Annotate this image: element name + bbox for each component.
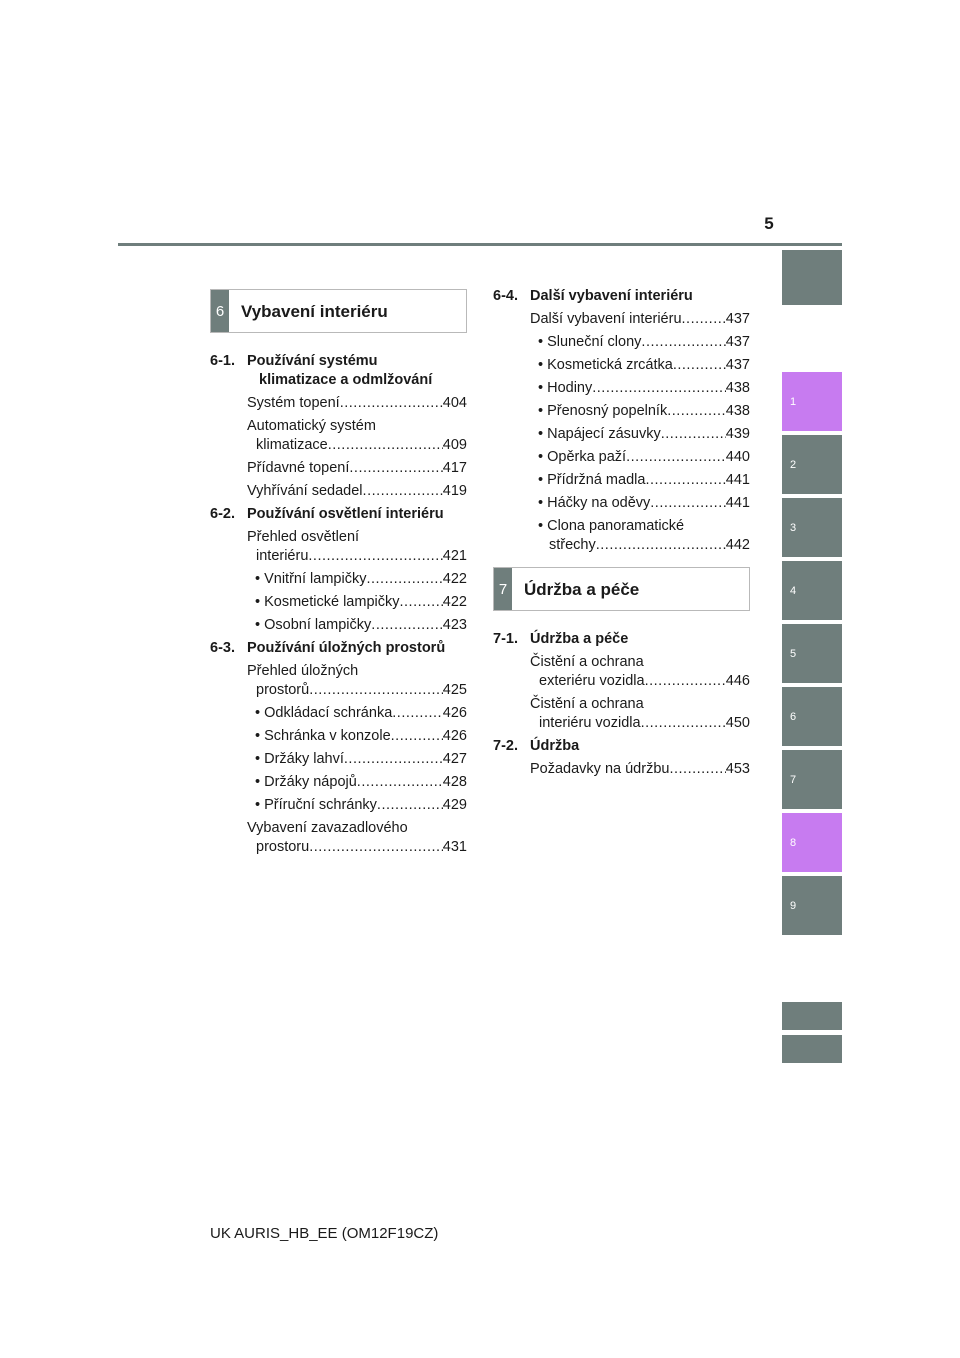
toc-subentry[interactable]: • Opěrka paží ..... 440 (538, 448, 750, 467)
toc-entry[interactable]: Přídavné topení ..... 417 (247, 459, 467, 478)
footer-model-code: UK AURIS_HB_EE (OM12F19CZ) (210, 1225, 439, 1242)
thumb-tab-9[interactable]: 9 (782, 876, 842, 935)
toc-subentry[interactable]: střechy ..... 442 (549, 536, 750, 555)
thumb-tab-6[interactable]: 6 (782, 687, 842, 746)
thumb-tab-blank-top (782, 250, 842, 305)
chapter-6-header (210, 289, 467, 333)
toc-entry[interactable]: prostorů ..... 425 (256, 681, 467, 700)
chapter-number: 7 (494, 568, 512, 610)
toc-subentry[interactable]: • Kosmetická zrcátka ..... 437 (538, 356, 750, 375)
toc-entry[interactable]: Další vybavení interiéru ..... 437 (530, 310, 750, 329)
toc-column-left (210, 289, 467, 857)
toc-subentry[interactable]: • Háčky na oděvy ..... 441 (538, 494, 750, 513)
thumb-tab-7[interactable]: 7 (782, 750, 842, 809)
toc-entry[interactable]: interiéru vozidla ..... 450 (539, 714, 750, 733)
thumb-tab-8[interactable]: 8 (782, 813, 842, 872)
toc-subentry[interactable]: • Hodiny ..... 438 (538, 379, 750, 398)
toc-entry-line: Automatický systém (247, 418, 376, 434)
toc-entry[interactable]: Vyhřívání sedadel ..... 419 (247, 482, 467, 501)
section-7-1[interactable]: 7-1. Údržba a péče (493, 631, 629, 647)
toc-entry-line: Vybavení zavazadlového (247, 820, 408, 836)
chapter-number: 6 (211, 290, 229, 332)
toc-entry[interactable]: Systém topení ..... 404 (247, 394, 467, 413)
toc-entry[interactable]: Požadavky na údržbu ..... 453 (530, 760, 750, 779)
toc-subentry[interactable]: • Držáky nápojů ..... 428 (255, 773, 467, 792)
chapter-7-header (493, 567, 750, 611)
toc-column-right (493, 289, 750, 779)
toc-subentry[interactable]: • Držáky lahví ..... 427 (255, 750, 467, 769)
thumb-tab-blank-b (782, 1035, 842, 1063)
toc-subentry[interactable]: • Vnitřní lampičky ..... 422 (255, 570, 467, 589)
thumb-tab-1[interactable]: 1 (782, 372, 842, 431)
section-7-2[interactable]: 7-2. Údržba (493, 738, 580, 754)
toc-subentry[interactable]: • Sluneční clony ..... 437 (538, 333, 750, 352)
toc-subentry[interactable]: • Příruční schránky ..... 429 (255, 796, 467, 815)
chapter-title: Údržba a péče (524, 579, 640, 599)
thumb-tab-blank-a (782, 1002, 842, 1030)
thumb-tab-4[interactable]: 4 (782, 561, 842, 620)
toc-subentry[interactable]: • Přídržná madla ..... 441 (538, 471, 750, 490)
toc-entry[interactable]: interiéru ..... 421 (256, 547, 467, 566)
toc-entry-line: Čistění a ochrana (530, 696, 644, 712)
section-6-2[interactable]: 6-2. Používání osvětlení interiéru (210, 506, 444, 522)
toc-subentry[interactable]: • Přenosný popelník ..... 438 (538, 402, 750, 421)
thumb-tab-5[interactable]: 5 (782, 624, 842, 683)
section-6-1[interactable]: 6-1. Používání systému klimatizace a odmlžování (210, 353, 433, 388)
toc-subentry[interactable]: • Odkládací schránka ..... 426 (255, 704, 467, 723)
page-number: 5 (764, 214, 774, 233)
toc-entry-line: Přehled úložných (247, 663, 359, 679)
section-6-4[interactable]: 6-4. Další vybavení interiéru (493, 288, 693, 304)
header-rule (118, 243, 842, 246)
toc-entry[interactable]: klimatizace ..... 409 (256, 436, 467, 455)
toc-subentry[interactable]: • Napájecí zásuvky ..... 439 (538, 425, 750, 444)
toc-entry-line: Přehled osvětlení (247, 529, 360, 545)
toc-entry[interactable]: prostoru ..... 431 (256, 838, 467, 857)
toc-subentry[interactable]: • Schránka v konzole ..... 426 (255, 727, 467, 746)
toc-entry[interactable]: exteriéru vozidla ..... 446 (539, 672, 750, 691)
toc-entry-line: Čistění a ochrana (530, 654, 644, 670)
chapter-title: Vybavení interiéru (241, 301, 388, 321)
toc-subentry[interactable]: • Osobní lampičky ..... 423 (255, 616, 467, 635)
toc-subentry-line: • Clona panoramatické (538, 518, 685, 534)
thumb-tab-3[interactable]: 3 (782, 498, 842, 557)
toc-subentry[interactable]: • Kosmetické lampičky ..... 422 (255, 593, 467, 612)
section-6-3[interactable]: 6-3. Používání úložných prostorů (210, 640, 446, 656)
thumb-tab-2[interactable]: 2 (782, 435, 842, 494)
